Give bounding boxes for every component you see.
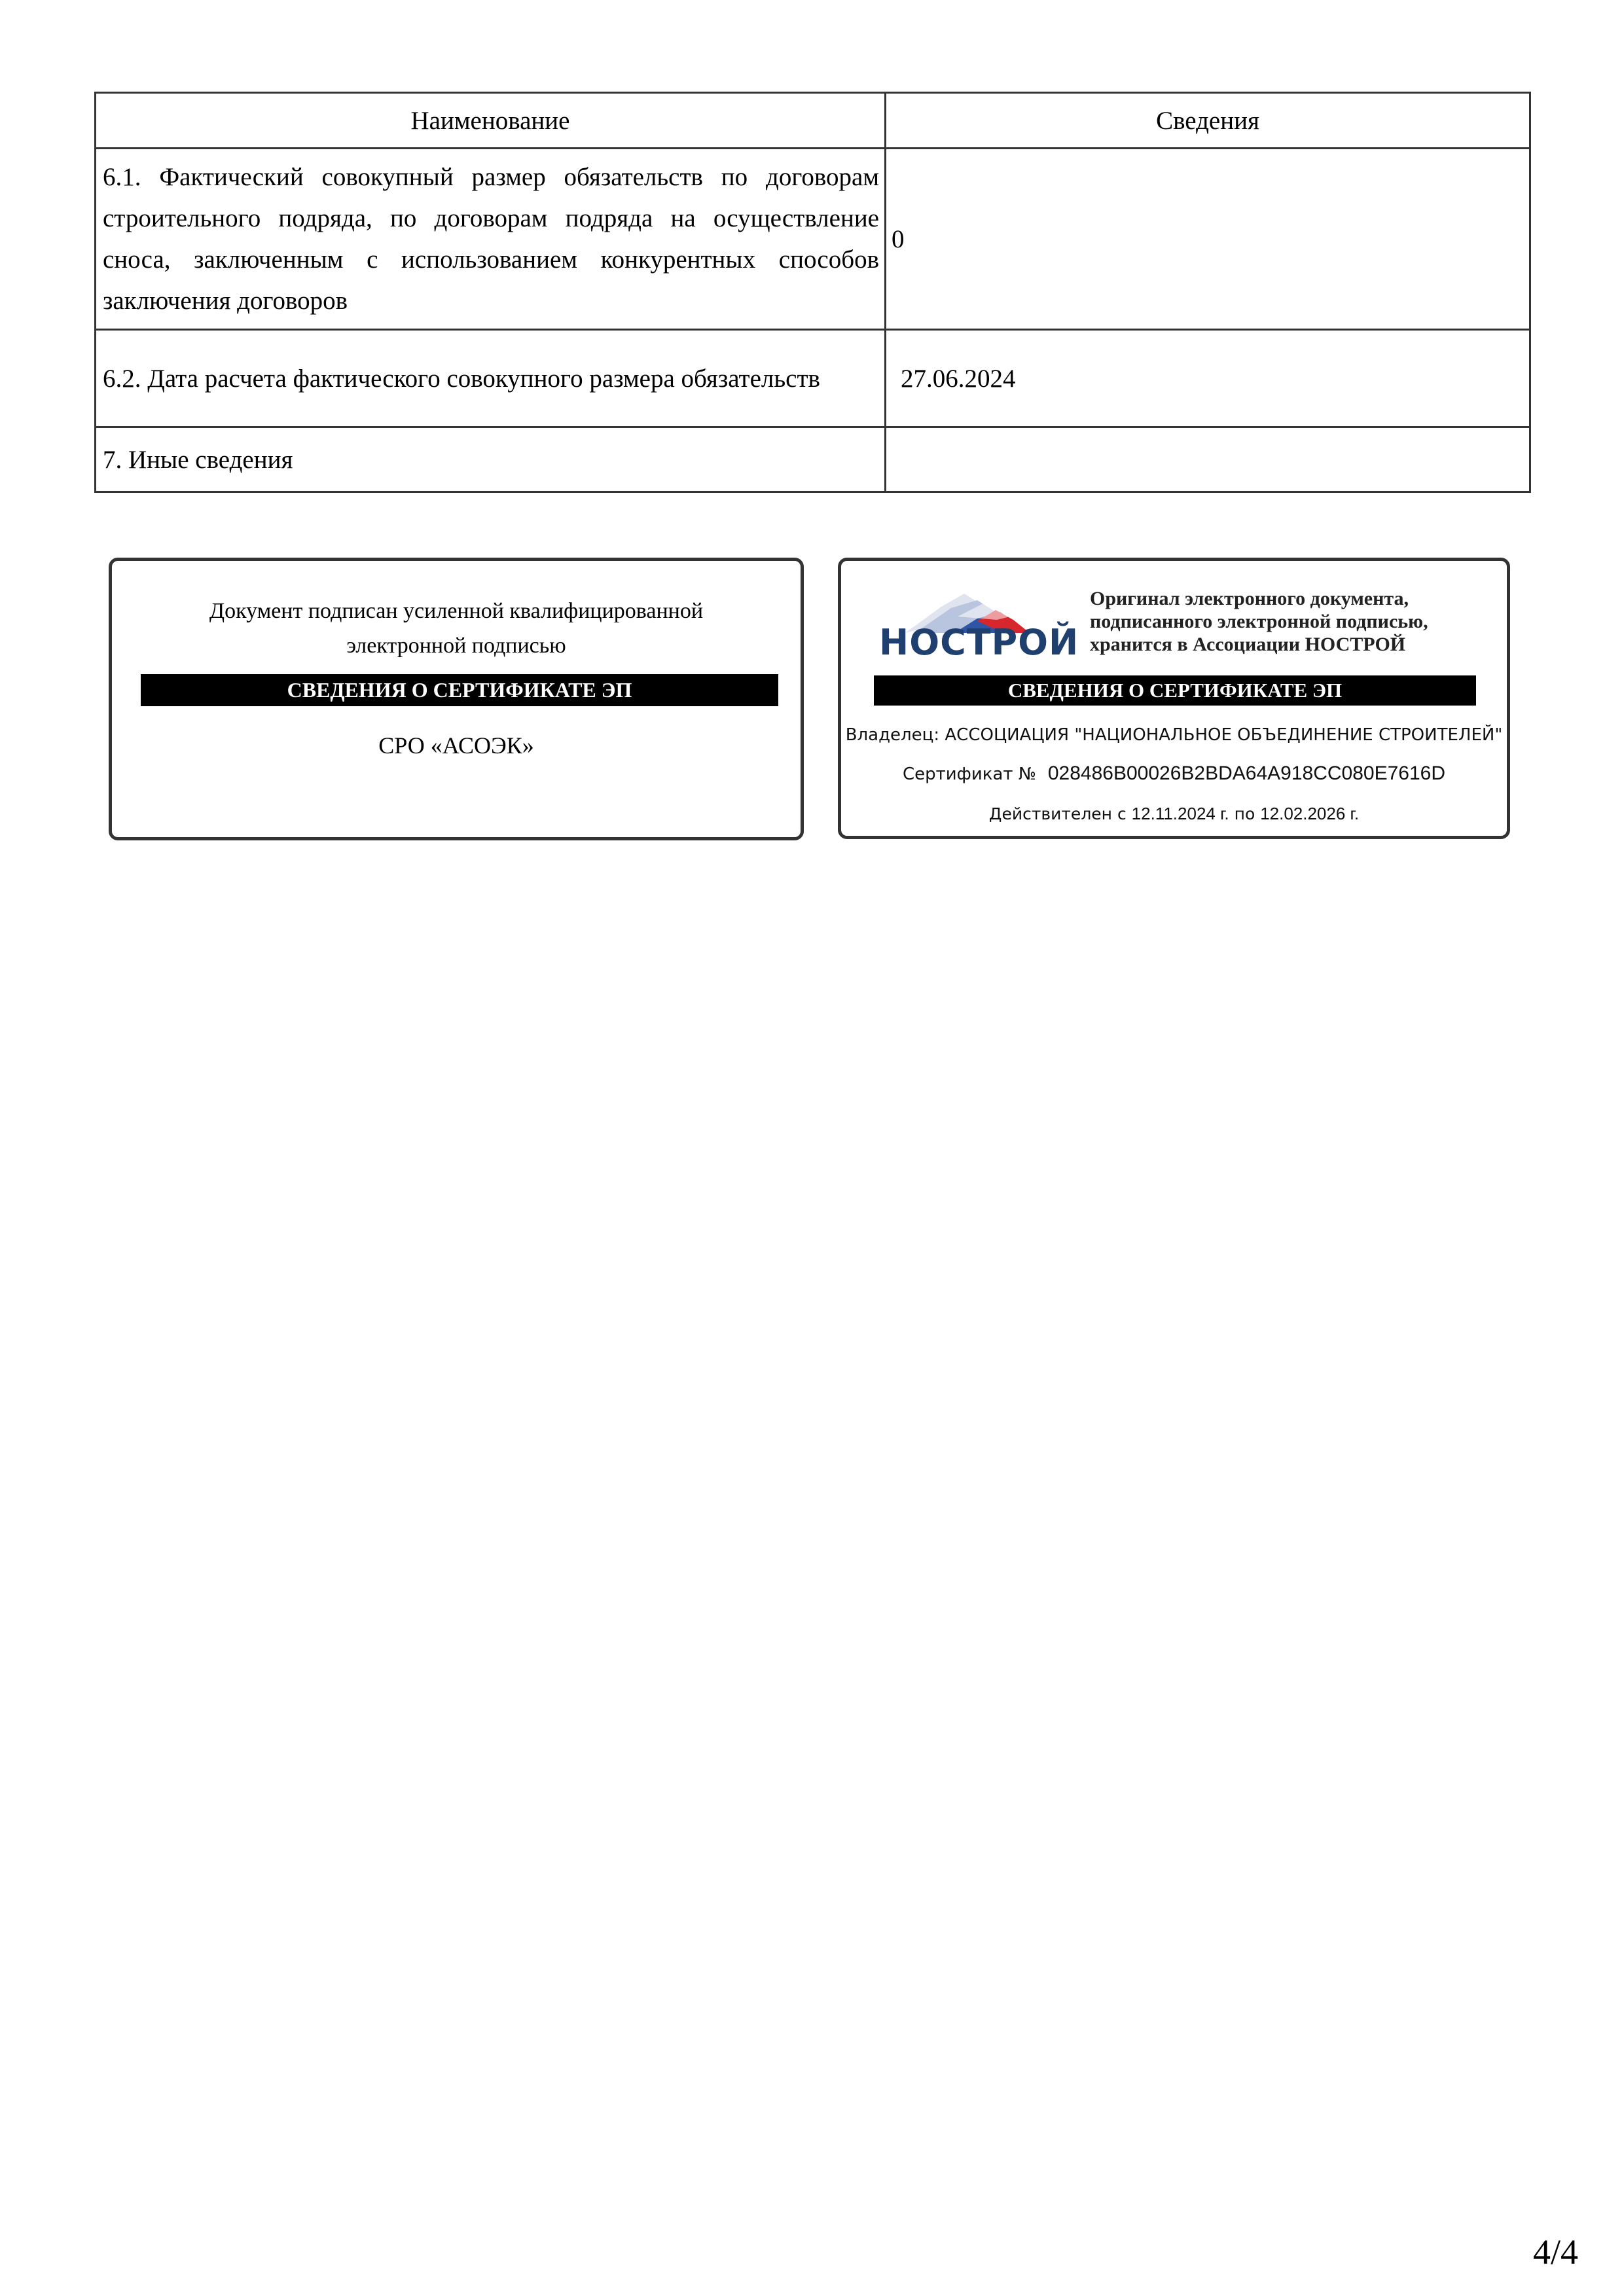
organization-name: СРО «АСОЭК» (378, 732, 534, 759)
valid-to-date: 12.02.2026 г. (1260, 804, 1360, 823)
certificate-info-bar: СВЕДЕНИЯ О СЕРТИФИКАТЕ ЭП (874, 675, 1476, 706)
certificate-number-line (841, 763, 1507, 785)
signed-text-line-1: Документ подписан усиленной квалифицированной (209, 599, 704, 623)
original-note-line: Оригинал электронного документа, (1090, 588, 1409, 609)
info-table (94, 92, 1531, 493)
signature-stamp-right (838, 558, 1510, 839)
signature-stamp-left (109, 558, 804, 840)
column-header-name: Наименование (96, 93, 886, 149)
original-note-line: подписанного электронной подписью, (1090, 611, 1428, 632)
row-name: 7. Иные сведения (96, 427, 886, 492)
row-value (886, 427, 1530, 492)
table-row (96, 330, 1530, 427)
row-value (886, 330, 1530, 427)
column-header-info: Сведения (886, 93, 1530, 149)
row-value-text: 0 (892, 224, 905, 253)
table-row (96, 427, 1530, 492)
table-row (96, 149, 1530, 330)
valid-to-label: по (1234, 804, 1255, 823)
table-header-row (96, 93, 1530, 149)
valid-from-date: 12.11.2024 г. (1131, 804, 1229, 823)
signed-text-line-2: электронной подписью (346, 634, 566, 658)
original-note-line: хранится в Ассоциации НОСТРОЙ (1090, 634, 1406, 655)
row-value (886, 149, 1530, 330)
row-name: 6.1. Фактический совокупный размер обязательств по договорам строительного подряда, по договорам подряда на осуществление сноса, заключенным с использованием конкурентных способов заключения договоров (96, 149, 886, 330)
row-name: 6.2. Дата расчета фактического совокупного размера обязательств (96, 330, 886, 427)
valid-from-label: Действителен с (988, 804, 1127, 823)
original-note (1090, 587, 1496, 656)
row-value-text: 27.06.2024 (901, 364, 1016, 393)
page-number: 4/4 (1532, 2233, 1578, 2272)
certificate-info-bar: СВЕДЕНИЯ О СЕРТИФИКАТЕ ЭП (141, 674, 778, 706)
certificate-owner: Владелец: АССОЦИАЦИЯ "НАЦИОНАЛЬНОЕ ОБЪЕДИНЕНИЕ СТРОИТЕЛЕЙ" (845, 725, 1503, 745)
certificate-validity (841, 803, 1507, 825)
certificate-number: 028486B00026B2BDA64A918CC080E7616D (1047, 762, 1446, 784)
certificate-number-label: Сертификат № (902, 764, 1036, 784)
nostroy-logo-text: НОСТРОЙ (879, 622, 1079, 663)
